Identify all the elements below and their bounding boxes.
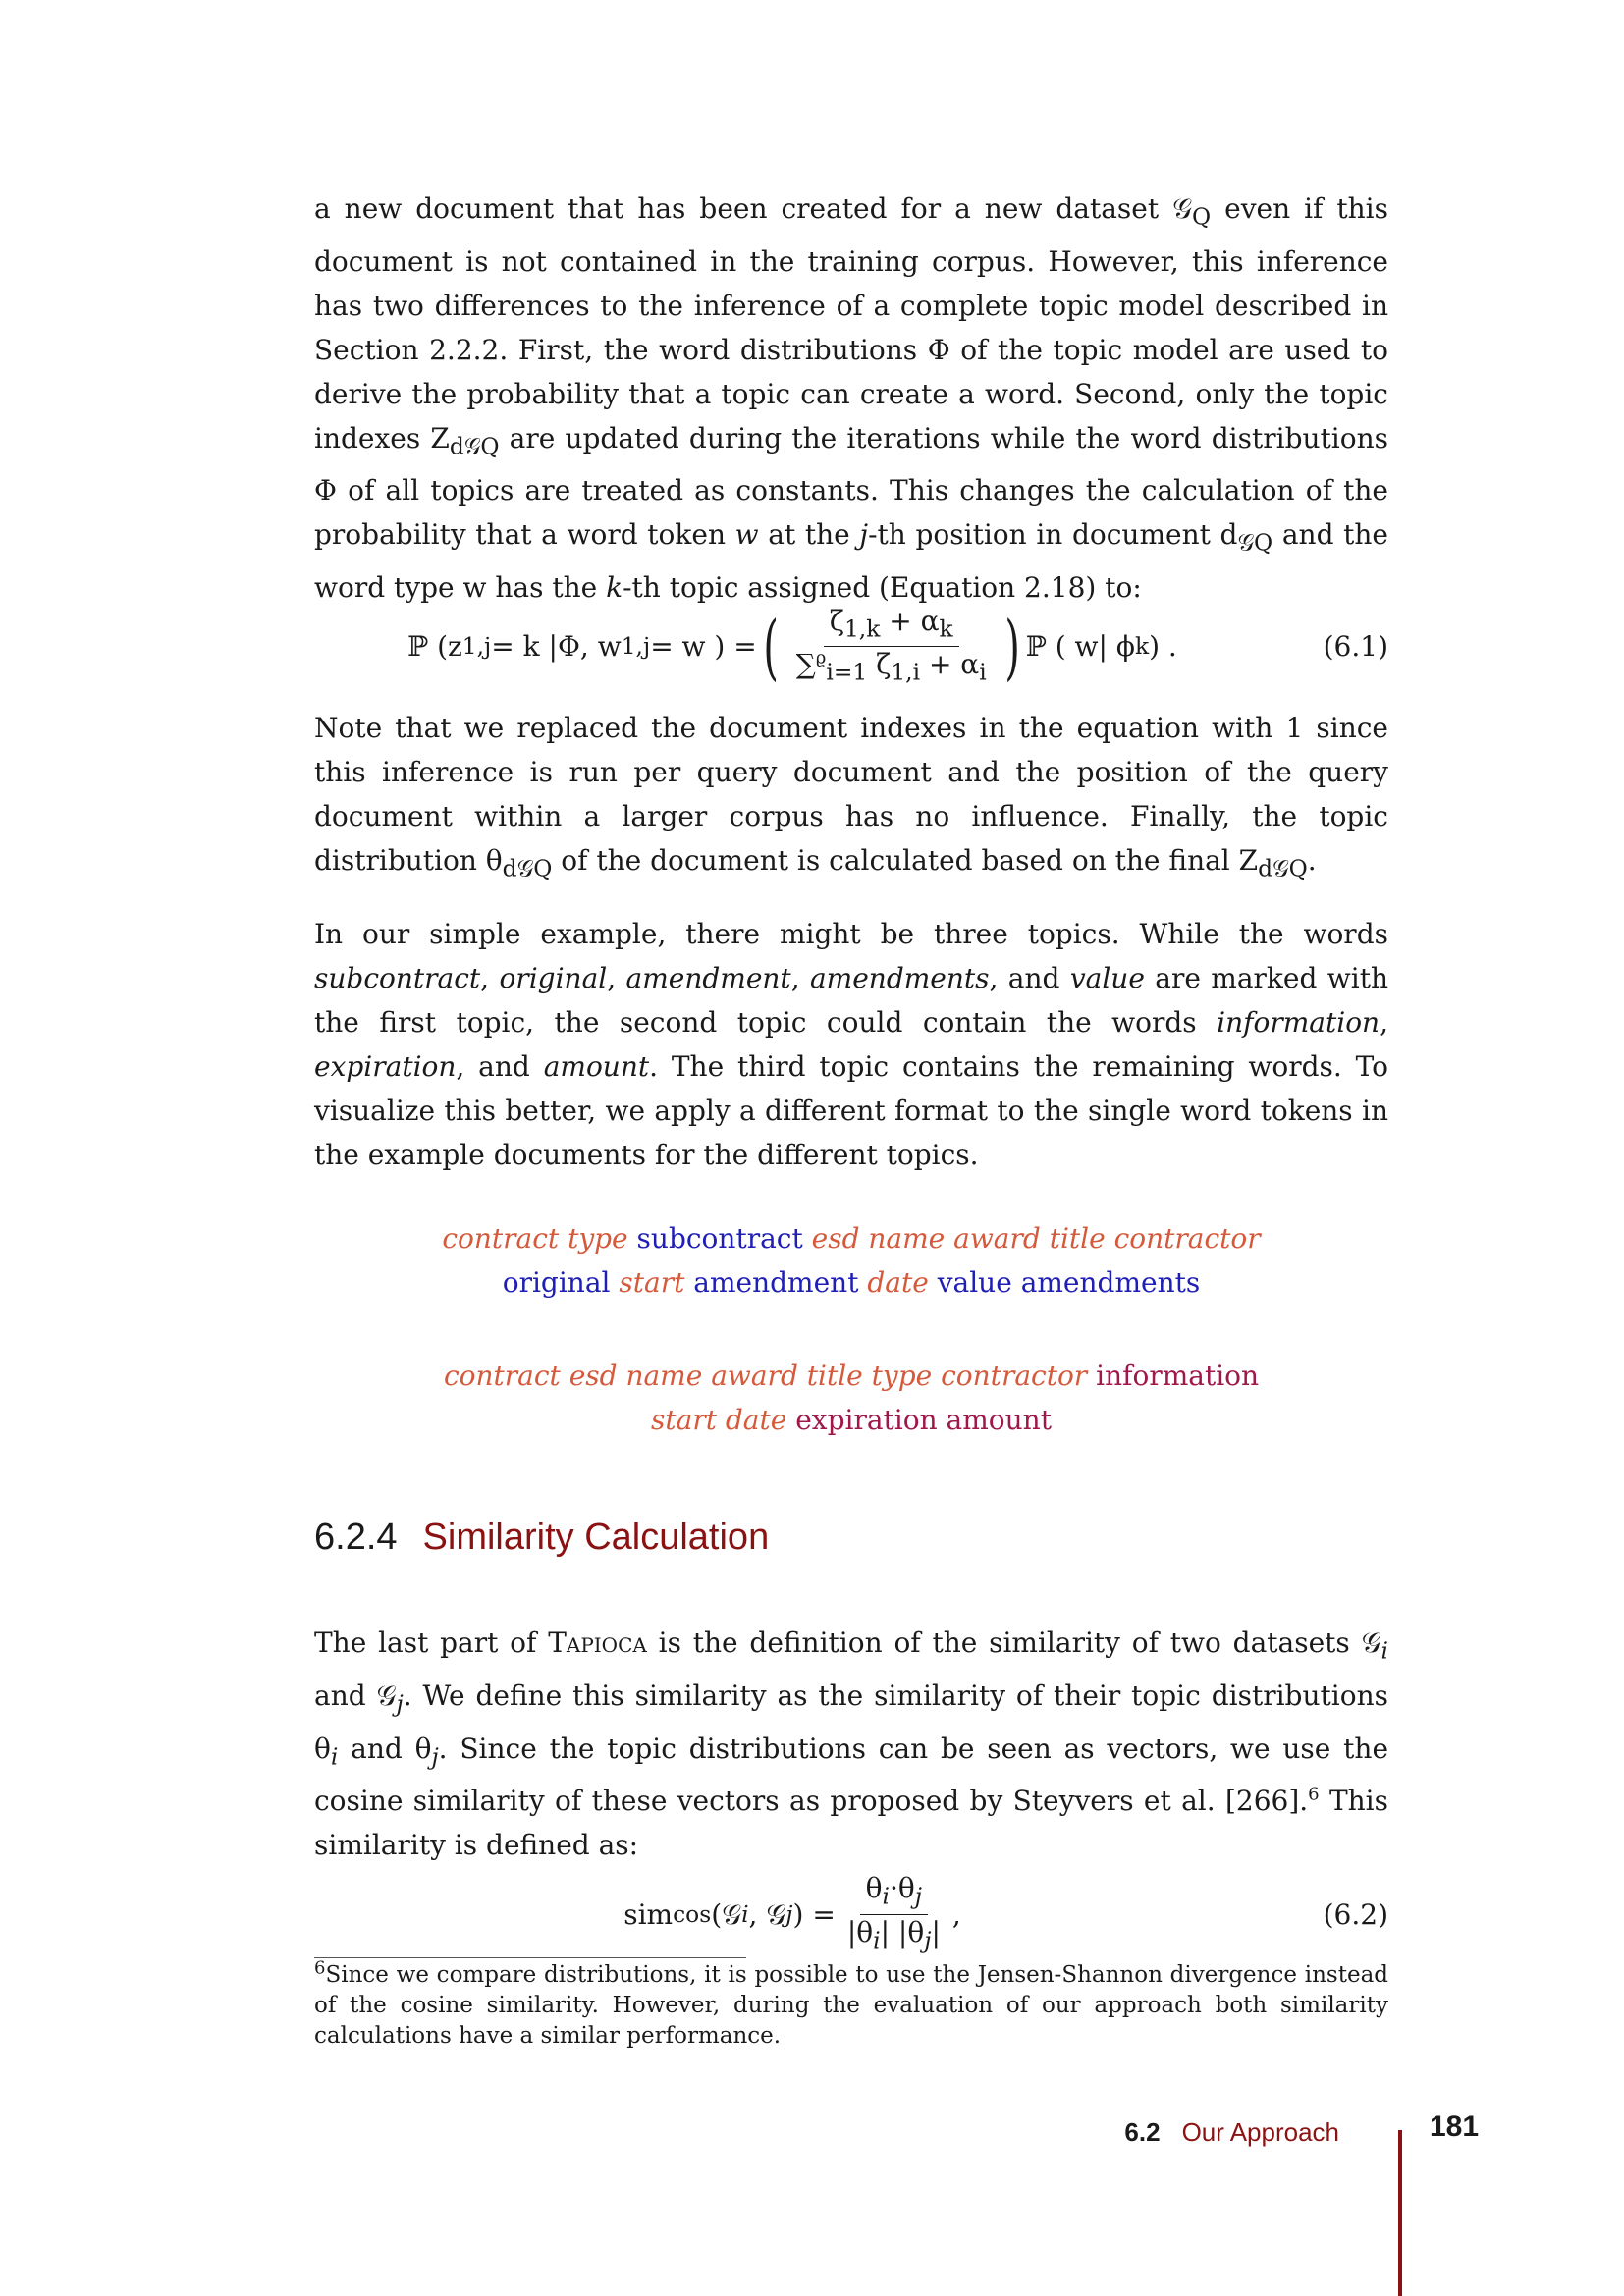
eq-text: ∑ xyxy=(795,648,816,681)
right-paren-icon: ) xyxy=(1004,605,1020,688)
text-run: -th position in document d xyxy=(868,518,1238,552)
text-run: . We define this similarity as the similarity of their topic distributions θ xyxy=(314,1679,1388,1765)
equation-body xyxy=(314,1872,1271,1954)
footnote-text: Since we compare distributions, it is possible to use the Jensen-Shannon divergence instead of the cosine similarity. However, during the evaluation of our approach both similarity calculations have a similar performance. xyxy=(314,1962,1388,2050)
topic-word: date xyxy=(867,1266,929,1300)
doc2-line1 xyxy=(314,1354,1388,1398)
fraction-numerator xyxy=(824,606,959,648)
footnote-rule xyxy=(314,1957,746,1958)
text-run: , and xyxy=(989,962,1070,995)
tapioca-name: Tapioca xyxy=(548,1627,647,1660)
equation-fraction xyxy=(841,1873,947,1955)
fraction-denominator xyxy=(841,1915,947,1956)
italic-word: amendments xyxy=(809,962,990,995)
equation-body xyxy=(314,604,1271,688)
subscript: i xyxy=(1380,1636,1388,1665)
topic-word: start xyxy=(619,1266,685,1300)
text-run: and the word type w has the xyxy=(314,518,1388,604)
subscript: d𝒢Q xyxy=(1258,854,1308,882)
eq-text: ζ xyxy=(867,648,892,681)
eq-sub: j xyxy=(924,1926,932,1954)
equation-6-1 xyxy=(314,604,1388,688)
italic-word: amendment xyxy=(625,962,791,995)
page-body xyxy=(314,187,1388,2052)
eq-sub: 1,j xyxy=(621,632,651,661)
eq-sub: i xyxy=(741,1899,749,1928)
subscript: Q xyxy=(1192,202,1212,231)
section-heading xyxy=(314,1515,1388,1560)
footnote-marker[interactable]: 6 xyxy=(1308,1784,1320,1805)
text-run: , xyxy=(480,962,500,995)
text-run: -th topic assigned (Equation 2.18) to: xyxy=(623,570,1142,604)
math-var: j xyxy=(859,518,869,552)
italic-word: information xyxy=(1217,1006,1380,1040)
text-run: even if this document is not contained in the training corpus. However, this inference has two differences to the inference of a complete topic model described in Section 2.2.2. First, the word distributions Φ of the topic model are used to derive the probability that a topic can create a word. Second, only the topic indexes Z xyxy=(314,192,1388,454)
text-run: In our simple example, there might be three topics. While the words xyxy=(314,918,1388,951)
equation-fraction xyxy=(790,606,993,688)
text-run: , xyxy=(790,962,810,995)
running-footer xyxy=(1124,2110,1339,2154)
eq-sub: j xyxy=(785,1899,793,1928)
text-run: This similarity is defined as: xyxy=(314,1785,1388,1862)
text-run: The last part of xyxy=(314,1627,549,1660)
section-number: 6.2.4 xyxy=(314,1517,398,1559)
eq-sub: i xyxy=(882,1882,890,1910)
footer-section-title[interactable]: Our Approach xyxy=(1181,2117,1339,2147)
eq-sub: i xyxy=(873,1926,881,1954)
eq-sub: 1,i xyxy=(891,658,921,686)
eq-text: ·θ xyxy=(890,1872,915,1905)
topic-word: amendment xyxy=(693,1266,859,1300)
fraction-denominator xyxy=(790,647,993,688)
eq-text: + α xyxy=(880,604,940,637)
eq-sub: k xyxy=(939,614,953,643)
math-var: k xyxy=(606,570,623,604)
equation-6-2 xyxy=(314,1872,1388,1954)
eq-sub: i xyxy=(979,658,987,686)
footnote-mark: 6 xyxy=(314,1957,326,1979)
eq-text: + α xyxy=(920,648,980,681)
topic-word: information xyxy=(1096,1360,1260,1393)
eq-text: ζ xyxy=(829,604,844,637)
topic-word: value amendments xyxy=(937,1266,1201,1300)
eq-text: sim xyxy=(623,1897,674,1931)
paragraph-inference xyxy=(314,187,1388,610)
paragraph-similarity xyxy=(314,1621,1388,1867)
eq-sub: i=1 xyxy=(826,658,868,686)
equation-number: (6.1) xyxy=(1323,630,1388,664)
eq-text: (𝒢 xyxy=(711,1897,742,1931)
paragraph-note xyxy=(314,706,1388,891)
eq-text: ) . xyxy=(1149,630,1177,664)
text-run: are marked with the first topic, the second topic could contain the words xyxy=(314,962,1388,1040)
text-run: are updated during the iterations while the word distributions Φ of all topics are treated as constants. This changes the calculation of the probability that a word token xyxy=(314,421,1388,552)
eq-text: = k |Φ, w xyxy=(491,630,622,664)
left-paren-icon: ( xyxy=(763,605,779,688)
eq-text: ℙ ( w| ϕ xyxy=(1025,630,1135,664)
text-run: at the xyxy=(758,518,860,552)
eq-sub: 1,k xyxy=(843,614,881,643)
subscript: i xyxy=(330,1742,339,1771)
eq-sup: ϱ xyxy=(815,647,827,668)
eq-text: , xyxy=(951,1897,961,1931)
eq-text: = w ) = xyxy=(650,630,757,664)
footer-section-number: 6.2 xyxy=(1124,2117,1161,2147)
italic-word: original xyxy=(499,962,608,995)
text-run: , xyxy=(1380,1006,1388,1040)
example-documents xyxy=(314,1216,1388,1442)
text-run: and θ xyxy=(338,1732,432,1765)
subscript: 𝒢Q xyxy=(1237,528,1273,557)
text-run: . xyxy=(1307,843,1317,877)
eq-text: |θ xyxy=(846,1915,874,1949)
text-run: , xyxy=(607,962,626,995)
eq-sub: cos xyxy=(673,1899,712,1928)
eq-sub: 1,j xyxy=(461,632,492,661)
subscript: d𝒢Q xyxy=(449,432,500,460)
paragraph-example xyxy=(314,912,1388,1177)
eq-text: | xyxy=(931,1915,941,1949)
topic-word: subcontract xyxy=(636,1222,803,1255)
doc-separator xyxy=(314,1305,1388,1354)
footnote xyxy=(314,1957,1388,2052)
topic-word: original xyxy=(502,1266,611,1300)
math-var: w xyxy=(734,518,759,552)
doc2-line2 xyxy=(314,1398,1388,1442)
eq-text: ) = xyxy=(792,1897,836,1931)
doc1-line1 xyxy=(314,1216,1388,1260)
topic-word: start date xyxy=(651,1404,787,1437)
eq-text: ℙ (z xyxy=(407,630,462,664)
eq-sub: j xyxy=(914,1882,922,1910)
italic-word: amount xyxy=(543,1050,650,1084)
footer-divider xyxy=(1398,2130,1402,2296)
text-run: a new document that has been created for a new dataset 𝒢 xyxy=(314,192,1193,225)
doc1-line2 xyxy=(314,1260,1388,1305)
section-title: Similarity Calculation xyxy=(422,1517,770,1559)
italic-word: expiration xyxy=(314,1050,457,1084)
eq-text: | |θ xyxy=(880,1915,925,1949)
equation-number: (6.2) xyxy=(1323,1897,1388,1931)
text-run: , and xyxy=(456,1050,544,1084)
topic-word: expiration amount xyxy=(795,1404,1052,1437)
text-run: . Since the topic distributions can be seen as vectors, we use the cosine similarity of these vectors as proposed by Steyvers et al. [266]. xyxy=(314,1732,1389,1818)
text-run: Note that we replaced the document indexes in the equation with 1 since this inference is run per query document and the position of the query document within a larger corpus has no influence. Finally, the topic distribution θ xyxy=(314,711,1388,877)
subscript: d𝒢Q xyxy=(502,854,553,882)
text-run: is the definition of the similarity of two datasets 𝒢 xyxy=(646,1627,1381,1660)
italic-word: value xyxy=(1069,962,1145,995)
page-number: 181 xyxy=(1430,2110,1480,2143)
eq-sub: k xyxy=(1134,632,1150,661)
text-run: and 𝒢 xyxy=(314,1679,397,1712)
topic-word: esd name award title contractor xyxy=(811,1222,1261,1255)
subscript: j xyxy=(431,1742,439,1771)
topic-word: contract type xyxy=(442,1222,628,1255)
subscript: j xyxy=(396,1689,404,1718)
italic-word: subcontract xyxy=(314,962,481,995)
text-run: . The third topic contains the remaining words. To visualize this better, we apply a different format to the single word tokens in the example documents for the different topics. xyxy=(314,1050,1388,1172)
topic-word: contract esd name award title type contractor xyxy=(443,1360,1088,1393)
eq-text: , 𝒢 xyxy=(748,1897,786,1931)
eq-text: θ xyxy=(865,1872,883,1905)
fraction-numerator xyxy=(860,1873,928,1915)
text-run: of the document is calculated based on the final Z xyxy=(552,843,1259,877)
